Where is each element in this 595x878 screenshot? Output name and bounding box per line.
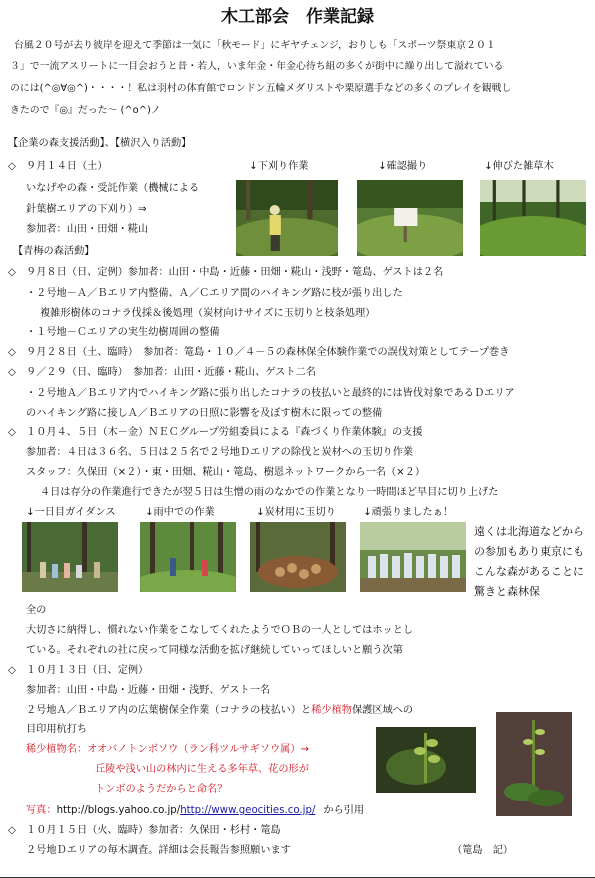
author-signature: （篭島 記） xyxy=(452,845,514,856)
entry-text: 全の xyxy=(26,605,47,616)
photo-group xyxy=(360,522,466,592)
entry-text: ◇ ９／２９（日、臨時） 参加者：山田・近藤・糀山、ゲスト二名 xyxy=(8,367,316,378)
rare-plant-desc: トンボのようだからと命名？ xyxy=(95,784,228,795)
entry-text: スタッフ：久保田（×２）・東・田畑、糀山・篭島、樹恩ネットワークから一名（×２） xyxy=(26,467,426,478)
photo-caption: ↓一日目ガイダンス xyxy=(26,507,116,518)
entry-text: ◇ １０月４、５日（木－金）ＮＥＣグループ労組委員による『森づくり作業体験』の支援 xyxy=(8,427,423,438)
photo-rain-work xyxy=(140,522,236,592)
source-url: http://blogs.yahoo.co.jp/ xyxy=(56,805,181,816)
photo-source-label: 写真： xyxy=(26,805,57,816)
photo-weeds xyxy=(480,180,586,256)
rare-plant-desc: 丘陵や浅い山の林内に生える多年草、花の形が xyxy=(95,764,309,775)
entry-text: ・２号地－Ａ／Ｂエリア内整備、Ａ／Ｃエリア間のハイキング路に枝が張り出した xyxy=(26,288,403,299)
photo-caption: ↓下刈り作業 xyxy=(249,161,309,172)
entry-text xyxy=(26,706,413,716)
entry-participants: 参加者：山田・田畑・糀山 xyxy=(26,224,149,235)
photo-mowing xyxy=(236,180,338,256)
entry-text: 参加者：山田・中島・近藤・田畑・浅野、ゲスト一名 xyxy=(26,685,271,696)
photo-orchid-closeup xyxy=(376,727,476,793)
source-link[interactable]: http://www.geocities.co.jp/ xyxy=(180,805,316,816)
rare-plant-name: 稀少植物名：オオバノトンボソウ（ラン科ツルサギソウ属）→ xyxy=(26,744,310,755)
intro-line: 台風２０号が去り彼岸を迎えて季節は一気に「秋モード」にギヤチェンジ，おりしも「スポーツ祭東京２０１ xyxy=(14,40,496,51)
page-title: 木工部会 作業記録 xyxy=(221,7,374,27)
photo-caption: ↓伸びた雑草木 xyxy=(484,161,554,172)
intro-line: のには(^◎∀◎^)・・・・！私は羽村の体育館でロンドン五輪メダリストや栗原選手などの多くのプレイを観戦し xyxy=(10,83,512,94)
entry-text: ◇ １０月１５日（火、臨時）参加者：久保田・杉村・篭島 xyxy=(8,825,281,836)
entry-text: ２号地Ｄエリアの毎木調査。詳細は会長報告参照願います xyxy=(26,845,291,856)
photo-logs xyxy=(250,522,346,592)
photo-caption: ↓炭材用に玉切り xyxy=(256,507,336,518)
photo-caption: ↓雨中での作業 xyxy=(145,507,215,518)
photo-orchid xyxy=(496,712,572,816)
rare-plant-highlight: 稀少植物 xyxy=(311,705,352,716)
entry-text-part: ２号地Ａ／Ｂエリア内の広葉樹保全作業（コナラの枝払い）と xyxy=(26,705,312,716)
entry-text: いなげやの森・受託作業（機械による xyxy=(26,183,200,194)
intro-line: ３」で一流アスリートに一目会おうと昔・若人，いま年金・年金心待ち組の多くが街中に繰り出して溢れている xyxy=(10,61,504,72)
side-note: 遠くは北海道などからの参加もあり東京にもこんな森があることに驚きと森林保 xyxy=(474,525,584,598)
entry-text: 大切さに納得し、慣れない作業をこなしてくれたようでＯＢの一人としてはホッとし xyxy=(26,625,414,636)
entry-text: 針葉樹エリアの下刈り）⇒ xyxy=(26,204,147,215)
section-heading: 【青梅の森活動】 xyxy=(13,246,95,257)
entry-text: 複雑形樹体のコナラ伐採＆後処理（炭材向けサイズに玉切りと枝条処理） xyxy=(40,308,376,319)
entry-date: ◇ ９月１４日（土） xyxy=(8,161,108,172)
entry-text: 目印用杭打ち xyxy=(26,724,88,735)
entry-text: ◇ ９月２８日（土、臨時） 参加者：篭島・１０／４－５の森林保全体験作業での誤伐対策としてテープ巻き xyxy=(8,347,510,358)
photo-source xyxy=(26,806,364,816)
source-suffix: から引用 xyxy=(323,805,365,816)
entry-text: ・１号地－Ｃエリアの実生幼樹周囲の整備 xyxy=(26,327,220,338)
photo-check xyxy=(357,180,463,256)
section-heading: 【企業の森支援活動】、【横沢入り活動】 xyxy=(8,138,192,149)
entry-text: ◇ １０月１３日（日、定例） xyxy=(8,665,149,676)
photo-caption: ↓頑張りましたぁ！ xyxy=(363,507,454,518)
photo-caption: ↓確認撮り xyxy=(378,161,428,172)
entry-text-part: 保護区域への xyxy=(352,705,414,716)
entry-text: ・２号地Ａ／Ｂエリア内でハイキング路に張り出したコナラの枝払いと最終的には皆伐対象であるＤエリア xyxy=(26,388,515,399)
entry-text: ◇ ９月８日（日、定例）参加者：山田・中島・近藤・田畑・糀山・浅野・篭島、ゲストは２名 xyxy=(8,267,444,278)
photo-guidance xyxy=(22,522,118,592)
entry-text: ４日は存分の作業進行できたが翌５日は生憎の雨のなかでの作業となり一時間ほど早目に切り上げた xyxy=(40,487,499,498)
intro-line: きたので『◎』だった～ (^o^)ノ xyxy=(10,105,161,116)
entry-text: のハイキング路に接しＡ／Ｂエリアの日照に影響を及ぼす樹木に限っての整備 xyxy=(26,408,383,419)
entry-text: ている。それぞれの社に戻って同様な活動を拡げ継続していってほしいと願う次第 xyxy=(26,645,403,656)
entry-text: 参加者：４日は３６名、５日は２５名で２号地Ｄエリアの除伐と炭材への玉切り作業 xyxy=(26,447,414,458)
